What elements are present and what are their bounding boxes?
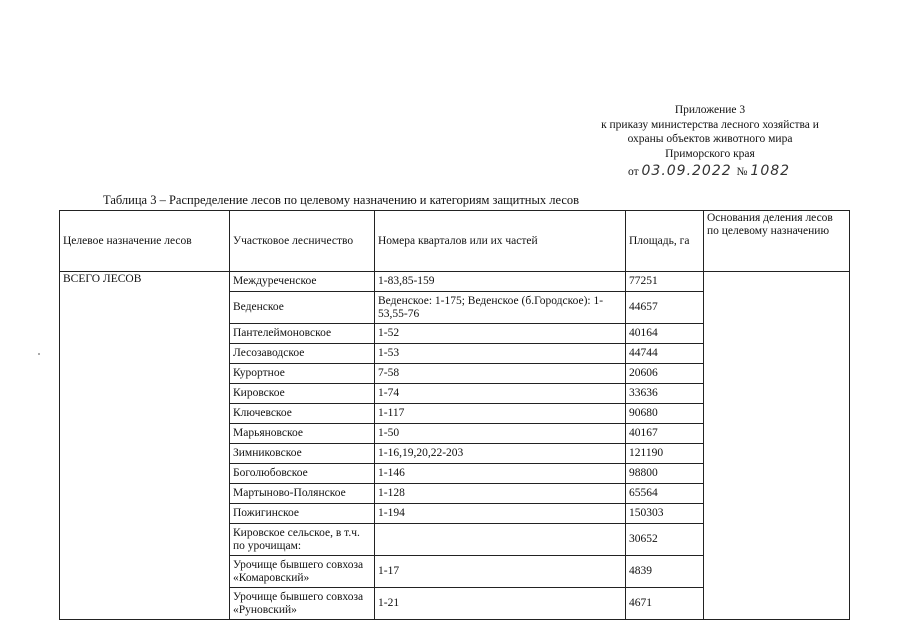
appendix-header [560,103,860,161]
quarters-cell: 7-58 [375,364,626,384]
forestry-cell: Мартыново-Полянское [230,484,375,504]
header-area: Площадь, га [626,211,704,272]
header-forestry: Участковое лесничество [230,211,375,272]
handwritten-order-number: 1082 [750,163,791,179]
forestry-cell: Лесозаводское [230,344,375,364]
date-prefix: от [628,166,639,178]
forestry-cell: Урочище бывшего совхоза «Комаровский» [230,556,375,588]
quarters-cell: 1-74 [375,384,626,404]
quarters-cell: 1-194 [375,504,626,524]
area-cell: 40164 [626,324,704,344]
number-sign: № [736,166,748,178]
header-purpose: Целевое назначение лесов [60,211,230,272]
forestry-cell: Урочище бывшего совхоза «Руновский» [230,588,375,620]
quarters-cell: 1-50 [375,424,626,444]
forestry-cell: Междуреченское [230,272,375,292]
area-cell: 90680 [626,404,704,424]
quarters-cell: 1-53 [375,344,626,364]
quarters-cell: Веденское: 1-175; Веденское (б.Городское): 1-53,55-76 [375,292,626,324]
header-quarters: Номера кварталов или их частей [375,211,626,272]
area-cell: 150303 [626,504,704,524]
forestry-cell: Веденское [230,292,375,324]
area-cell: 30652 [626,524,704,556]
purpose-cell: ВСЕГО ЛЕСОВ [60,272,230,620]
area-cell: 98800 [626,464,704,484]
forest-distribution-table [59,210,850,620]
appendix-order-line: к приказу министерства лесного хозяйства и [601,118,819,131]
quarters-cell: 1-21 [375,588,626,620]
forestry-cell: Ключевское [230,404,375,424]
table-caption: Таблица 3 – Распределение лесов по целевому назначению и категориям защитных лесов [103,193,580,207]
table-row [60,272,850,292]
table-header-row [60,211,850,272]
forestry-cell: Кировское [230,384,375,404]
basis-cell [704,272,850,620]
quarters-cell: 1-117 [375,404,626,424]
forestry-cell: Кировское сельское, в т.ч. по урочищам: [230,524,375,556]
area-cell: 44657 [626,292,704,324]
header-basis: Основания деления лесов по целевому назначению [704,211,850,272]
handwritten-date: 03.09.2022 [641,163,732,179]
forestry-cell: Пожигинское [230,504,375,524]
area-cell: 20606 [626,364,704,384]
area-cell: 77251 [626,272,704,292]
scan-speck [38,353,40,355]
area-cell: 4839 [626,556,704,588]
quarters-cell: 1-17 [375,556,626,588]
area-cell: 65564 [626,484,704,504]
forestry-cell: Зимниковское [230,444,375,464]
quarters-cell: 1-83,85-159 [375,272,626,292]
quarters-cell: 1-146 [375,464,626,484]
quarters-cell: 1-52 [375,324,626,344]
appendix-region-line: Приморского края [665,147,755,160]
appendix-title: Приложение 3 [674,104,746,116]
forestry-cell: Марьяновское [230,424,375,444]
forestry-cell: Боголюбовское [230,464,375,484]
quarters-cell: 1-16,19,20,22-203 [375,444,626,464]
quarters-cell: 1-128 [375,484,626,504]
area-cell: 4671 [626,588,704,620]
area-cell: 33636 [626,384,704,404]
area-cell: 44744 [626,344,704,364]
quarters-cell [375,524,626,556]
order-date-line [628,163,790,179]
forestry-cell: Пантелеймоновское [230,324,375,344]
forestry-cell: Курортное [230,364,375,384]
area-cell: 121190 [626,444,704,464]
area-cell: 40167 [626,424,704,444]
appendix-ministry-line: охраны объектов животного мира [627,133,793,145]
